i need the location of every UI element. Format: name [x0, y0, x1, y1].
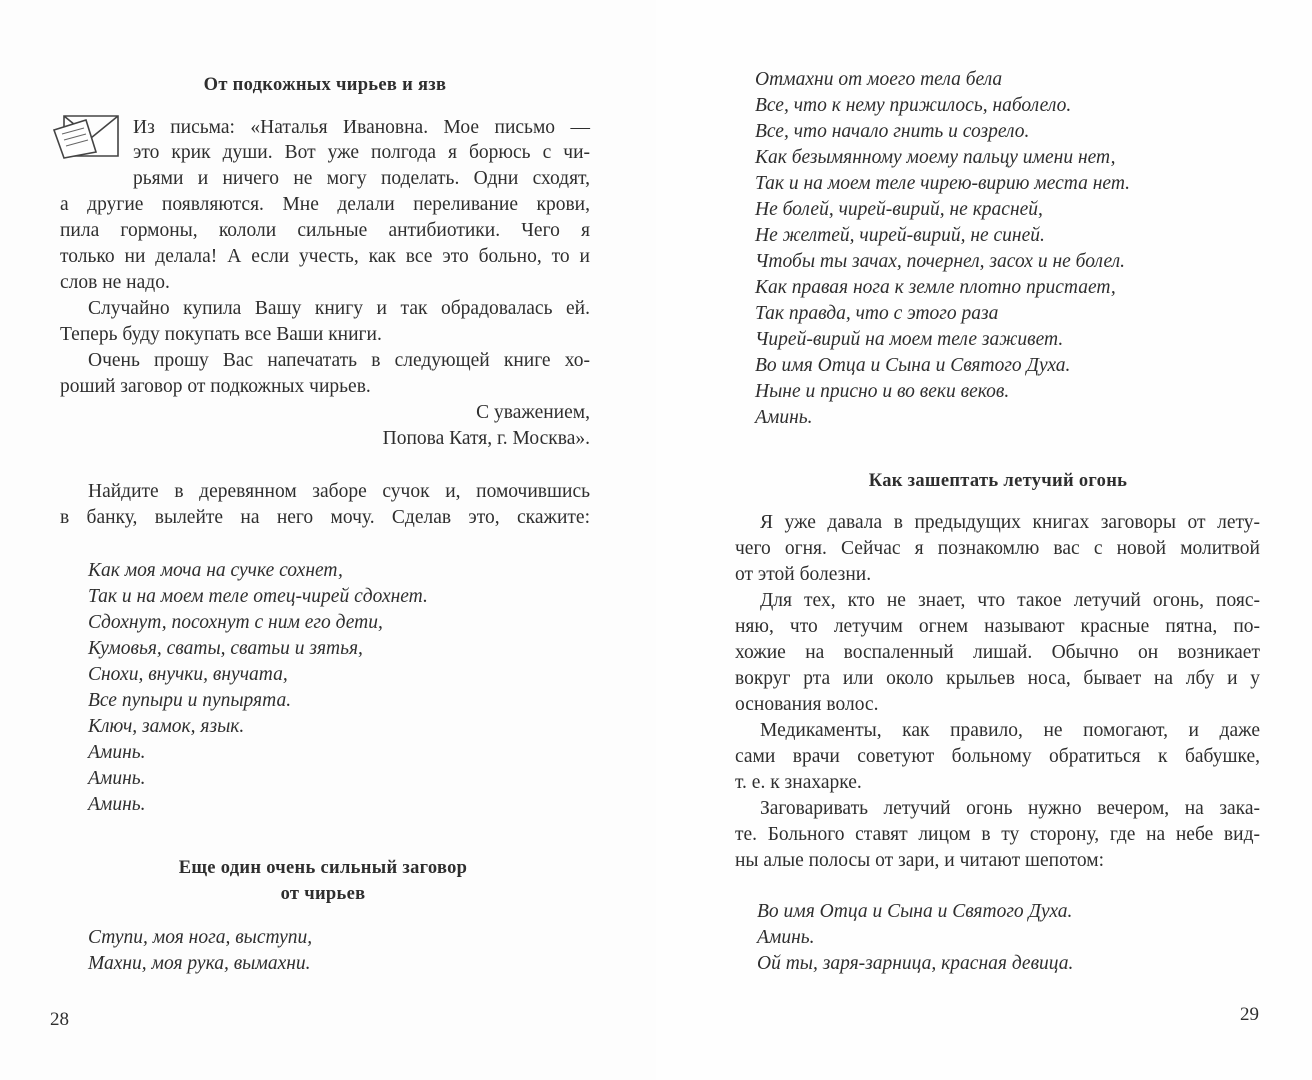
body-line: от этой болезни.: [735, 564, 872, 585]
envelope-letter-icon: [52, 112, 122, 164]
body-line: т. е. к знахарке.: [735, 772, 862, 793]
poem-line: Снохи, внучки, внучата,: [88, 664, 288, 685]
letter-line: пила гормоны, кололи сильные антибиотики. Чего я: [60, 220, 590, 241]
letter-line: Случайно купила Вашу книгу и так обрадовалась ей.: [88, 298, 590, 319]
poem-line: Сдохнут, посохнут с ним его дети,: [88, 612, 383, 633]
letter-line: только ни делала! А если учесть, как все это больно, то и: [60, 246, 590, 267]
poem-line: Все, что начало гнить и созрело.: [755, 121, 1030, 142]
body-line: няю, что летучим огнем называют красные пятна, по-: [735, 616, 1260, 637]
poem-line: Во имя Отца и Сына и Святого Духа.: [757, 901, 1073, 922]
body-line: Медикаменты, как правило, не помогают, и даже: [760, 720, 1260, 741]
poem-line: Аминь.: [755, 407, 813, 428]
poem-line: Так и на моем теле чирею-вирию места нет.: [755, 173, 1131, 194]
poem-line: Ой ты, заря-зарница, красная девица.: [757, 953, 1074, 974]
poem-line: Аминь.: [88, 768, 146, 789]
poem-line: Махни, моя рука, вымахни.: [88, 953, 311, 974]
poem-line: Не болей, чирей-вирий, не красней,: [755, 199, 1043, 220]
poem-line: Отмахни от моего тела бела: [755, 69, 1003, 90]
letter-line: Из письма: «Наталья Ивановна. Мое письмо —: [133, 117, 590, 138]
section-title: Как зашептать летучий огонь: [868, 471, 1128, 491]
poem-line: Как правая нога к земле плотно пристает,: [755, 277, 1116, 298]
body-line: ны алые полосы от зари, и читают шепотом:: [735, 850, 1104, 871]
body-line: вокруг рта или около крыльев носа, бывает на лбу и у: [735, 668, 1260, 689]
body-line: основания волос.: [735, 694, 879, 715]
poem-line: Так и на моем теле отец-чирей сдохнет.: [88, 586, 428, 607]
section-title: от чирьев: [280, 884, 366, 904]
letter-line: это крик души. Вот уже полгода я борюсь с чи-: [133, 142, 590, 163]
body-line: Заговаривать летучий огонь нужно вечером, на зака-: [760, 798, 1260, 819]
poem-line: Как безымянному моему пальцу имени нет,: [755, 147, 1116, 168]
page-number: 28: [50, 1009, 69, 1030]
body-line: Найдите в деревянном заборе сучок и, помочившись: [88, 481, 590, 502]
right-page: [656, 0, 1312, 1080]
signature-line: С уважением,: [476, 402, 590, 423]
poem-line: Аминь.: [757, 927, 815, 948]
poem-line: Чтобы ты зачах, почернел, засох и не болел.: [755, 251, 1126, 272]
body-line: те. Больного ставят лицом в ту сторону, где на небе вид-: [735, 824, 1260, 845]
section-title: Еще один очень сильный заговор: [178, 858, 468, 878]
letter-line: а другие появляются. Мне делали переливание крови,: [60, 194, 590, 215]
poem-line: Чирей-вирий на моем теле заживет.: [755, 329, 1064, 350]
poem-line: Как моя моча на сучке сохнет,: [88, 560, 343, 581]
letter-line: рьями и ничего не могу поделать. Одни сходят,: [133, 168, 590, 189]
poem-line: Все, что к нему прижилось, наболело.: [755, 95, 1072, 116]
body-line: сами врачи советуют больному обратиться к бабушке,: [735, 746, 1260, 767]
letter-line: Теперь буду покупать все Ваши книги.: [60, 324, 382, 345]
poem-line: Так правда, что с этого раза: [755, 303, 999, 324]
poem-line: Все пупыри и пупырята.: [88, 690, 292, 711]
poem-line: Кумовья, сваты, сватьи и зятья,: [88, 638, 363, 659]
body-line: хожие на воспаленный лишай. Обычно он возникает: [735, 642, 1260, 663]
body-line: чего огня. Сейчас я познакомлю вас с новой молитвой: [735, 538, 1260, 559]
poem-line: Аминь.: [88, 742, 146, 763]
poem-line: Ключ, замок, язык.: [88, 716, 245, 737]
body-line: Для тех, кто не знает, что такое летучий огонь, пояс-: [760, 590, 1260, 611]
body-line: в банку, вылейте на него мочу. Сделав это, скажите:: [60, 507, 590, 528]
letter-line: роший заговор от подкожных чирьев.: [60, 376, 371, 397]
signature-line: Попова Катя, г. Москва».: [382, 428, 590, 449]
letter-line: слов не надо.: [60, 272, 170, 293]
section-title: От подкожных чирьев и язв: [203, 75, 447, 95]
body-line: Я уже давала в предыдущих книгах заговоры от лету-: [760, 512, 1260, 533]
poem-line: Не желтей, чирей-вирий, не синей.: [755, 225, 1045, 246]
poem-line: Ныне и присно и во веки веков.: [755, 381, 1010, 402]
poem-line: Ступи, моя нога, выступи,: [88, 927, 313, 948]
poem-line: Во имя Отца и Сына и Святого Духа.: [755, 355, 1071, 376]
letter-line: Очень прошу Вас напечатать в следующей книге хо-: [88, 350, 590, 371]
poem-line: Аминь.: [88, 794, 146, 815]
page-number: 29: [1240, 1004, 1259, 1025]
